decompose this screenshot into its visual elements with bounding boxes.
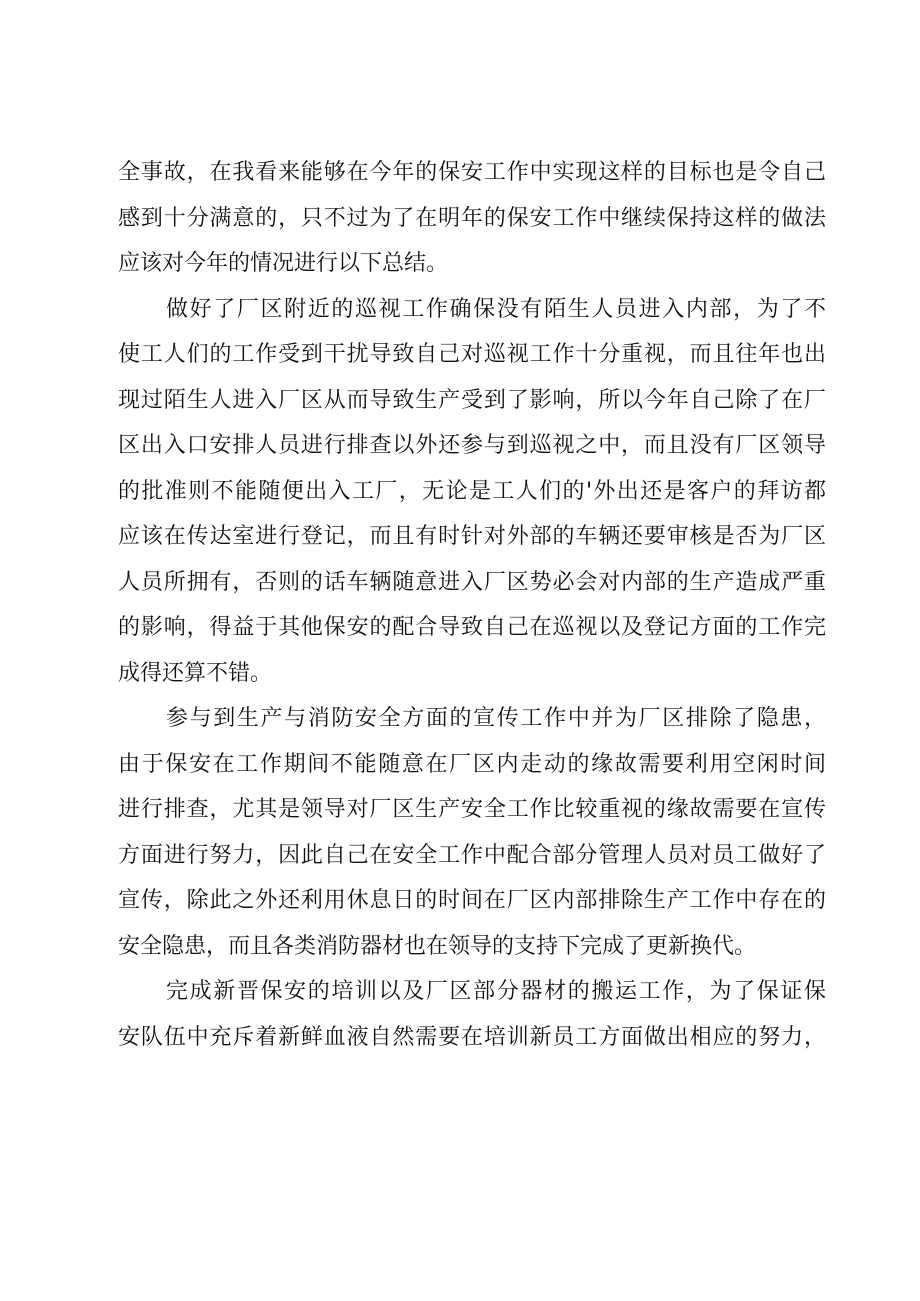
text-line: 安全隐患，而且各类消防器材也在领导的支持下完成了更新换代。: [118, 933, 757, 959]
text-line: 应该在传达室进行登记，而且有时针对外部的车辆还要审核是否为厂区: [118, 524, 826, 549]
text-line: 做好了厂区附近的巡视工作确保没有陌生人员进入内部，为了不: [166, 296, 826, 322]
text-line: 由于保安在工作期间不能随意在厂区内走动的缘故需要利用空闲时间: [118, 751, 826, 777]
text-line: 全事故，在我看来能够在今年的保安工作中实现这样的目标也是令自己: [118, 160, 826, 185]
paragraph-3: [118, 696, 826, 969]
text-line: 进行排查，尤其是领导对厂区生产安全工作比较重视的缘故需要在宣传: [118, 797, 826, 822]
text-line: 人员所拥有，否则的话车辆随意进入厂区势必会对内部的生产造成严重: [118, 569, 826, 595]
paragraph-2: [118, 287, 826, 697]
text-line: 成得还算不错。: [118, 660, 273, 686]
text-line: 方面进行努力，因此自己在安全工作中配合部分管理人员对员工做好了: [118, 842, 826, 868]
paragraph-4: [118, 969, 826, 1060]
text-line: 应该对今年的情况进行以下总结。: [118, 251, 449, 276]
text-line: 的批准则不能随便出入工厂，无论是工人们的'外出还是客户的拜访都: [118, 478, 826, 504]
text-line: 安队伍中充斥着新鲜血液自然需要在培训新员工方面做出相应的努力，: [118, 1024, 826, 1050]
text-line: 参与到生产与消防安全方面的宣传工作中并为厂区排除了隐患，: [166, 706, 826, 731]
text-line: 完成新晋保安的培训以及厂区部分器材的搬运工作，为了保证保: [166, 979, 826, 1004]
text-line: 宣传，除此之外还利用休息日的时间在厂区内部排除生产工作中存在的: [118, 888, 826, 913]
text-line: 感到十分满意的，只不过为了在明年的保安工作中继续保持这样的做法: [118, 205, 826, 231]
text-line: 区出入口安排人员进行排查以外还参与到巡视之中，而且没有厂区领导: [118, 433, 826, 458]
text-line: 的影响，得益于其他保安的配合导致自己在巡视以及登记方面的工作完: [118, 615, 826, 640]
text-line: 现过陌生人进入厂区从而导致生产受到了影响，所以今年自己除了在厂: [118, 387, 826, 413]
text-line: 使工人们的工作受到干扰导致自己对巡视工作十分重视，而且往年也出: [118, 342, 826, 367]
document-body: [118, 150, 826, 1060]
paragraph-1: [118, 150, 826, 287]
